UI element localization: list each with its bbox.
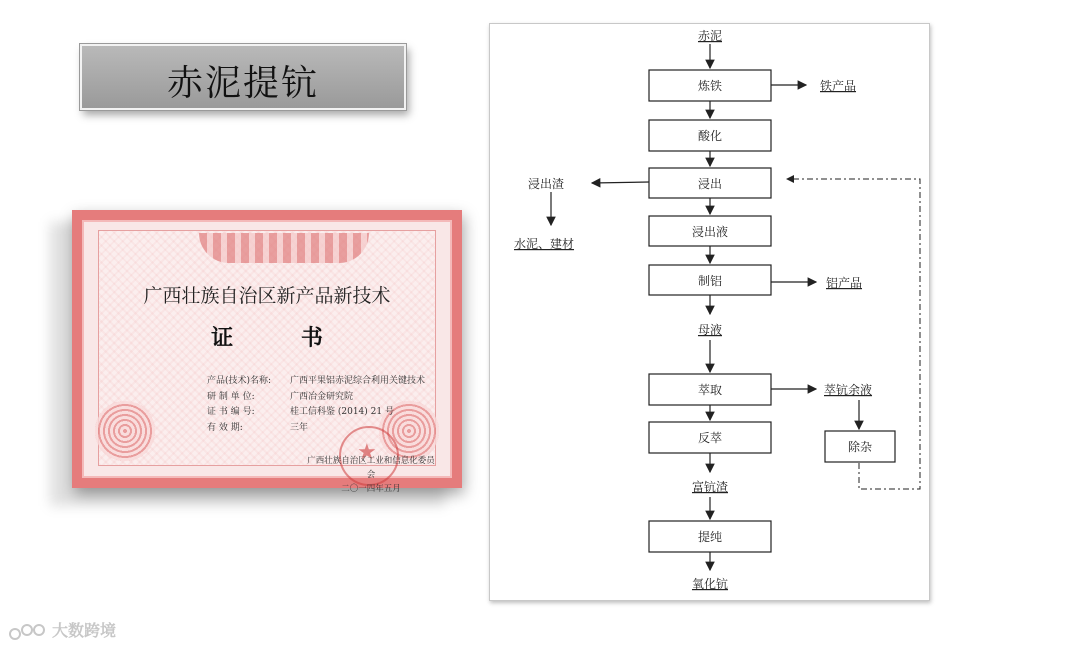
flowchart-panel xyxy=(489,23,930,601)
certificate-top-ornament xyxy=(199,233,369,263)
process-boxes xyxy=(649,70,895,552)
step-label: 氧化钪 xyxy=(691,577,729,591)
step-label: 反萃 xyxy=(697,431,723,445)
step-label: 浸出 xyxy=(697,177,723,191)
certificate-image xyxy=(72,210,462,494)
step-label: 提纯 xyxy=(697,530,723,544)
slide-title: 赤泥提钪 xyxy=(166,63,319,104)
node-start-label: 赤泥 xyxy=(697,29,723,43)
side-output-residue-use: 水泥、建材 xyxy=(514,237,575,251)
certificate-rosette-left xyxy=(95,401,155,461)
certificate-issuer-block xyxy=(307,454,435,496)
side-output-aluminum: 铝产品 xyxy=(826,276,863,290)
certificate-subtitle: 证 书 xyxy=(211,325,353,351)
certificate-title: 广西壮族自治区新产品新技术 xyxy=(143,285,391,307)
step-label: 富钪渣 xyxy=(691,480,729,494)
certificate-row: 产品(技术)名称: 广西平果铝赤泥综合利用关键技术 xyxy=(207,376,426,386)
watermark-text: 大数跨境 xyxy=(52,621,117,640)
watermark xyxy=(8,618,116,642)
step-label: 炼铁 xyxy=(697,79,723,93)
slide-title-plate xyxy=(80,44,406,110)
step-label: 萃取 xyxy=(697,383,723,397)
certificate-issuer: 广西壮族自治区工业和信息化委员会 xyxy=(307,456,435,480)
step-label: 制铝 xyxy=(697,274,723,288)
side-step-impurity-removal: 除杂 xyxy=(847,440,873,454)
arrow xyxy=(592,182,649,183)
step-label: 母液 xyxy=(697,323,723,337)
step-label: 浸出液 xyxy=(691,225,729,239)
certificate-row: 研 制 单 位: 广西冶金研究院 xyxy=(207,391,354,402)
certificate-row: 证 书 编 号: 桂工信科鉴 (2014) 21 号 xyxy=(207,407,394,417)
certificate-inner xyxy=(98,230,436,494)
certificate-details xyxy=(207,374,425,436)
side-output-residue: 浸出渣 xyxy=(528,177,565,191)
certificate-row: 有 效 期: 三年 xyxy=(207,422,309,433)
flowchart-diagram xyxy=(490,24,931,602)
certificate-date: 二〇一四年五月 xyxy=(341,484,401,494)
side-output-raffinate: 萃钪余液 xyxy=(824,383,873,397)
side-output-iron: 铁产品 xyxy=(820,79,857,93)
certificate-frame xyxy=(82,220,452,494)
watermark-logo-icon xyxy=(8,622,48,642)
step-label: 酸化 xyxy=(697,129,723,143)
